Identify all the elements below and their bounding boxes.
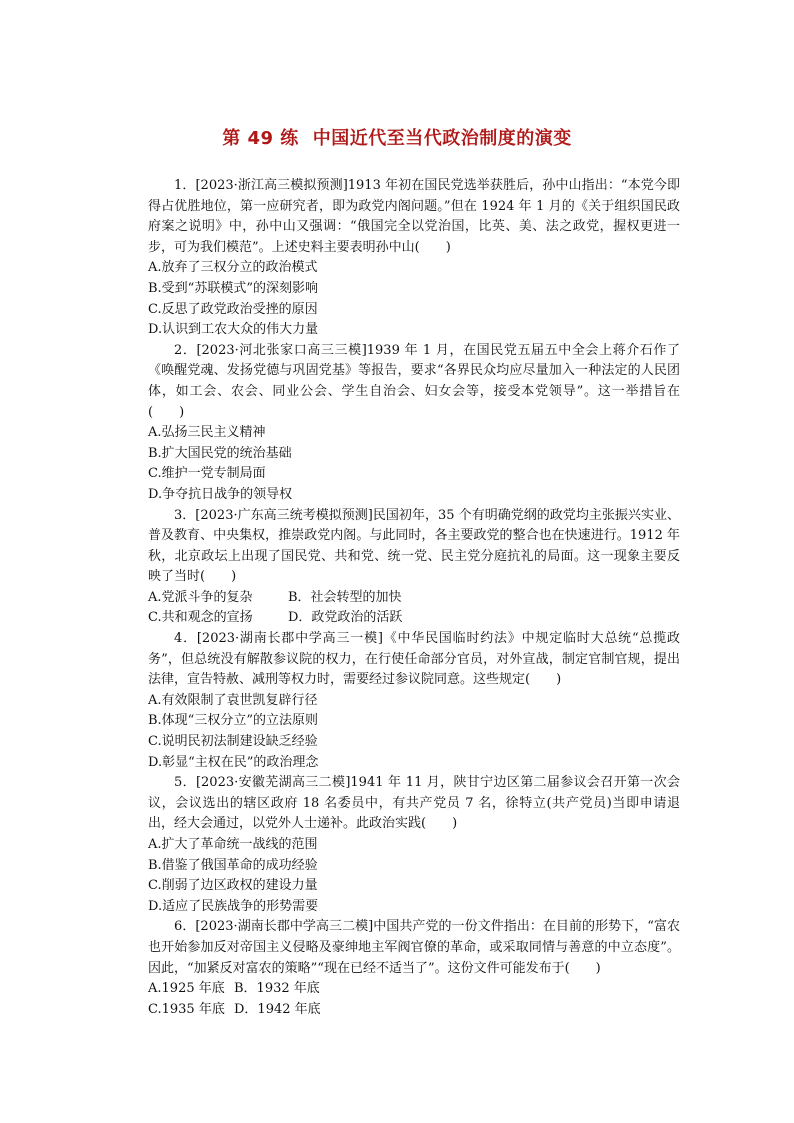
option-d[interactable]: D．1942 年底 — [234, 1001, 321, 1017]
question-stem: 6．[2023·湖南长郡中学高三二模]中国共产党的一份文件指出：在目前的形势下，“富农也开始参加反对帝国主义侵略及豪绅地主军阀官僚的革命，或采取同情与善意的中立态度”。因此，“加紧反对富农的策略”“现在已经不适当了”。这份文件可能发布于( ) — [148, 919, 680, 976]
option-a[interactable]: A.有效限制了袁世凯复辟行径 — [148, 692, 318, 708]
option-c[interactable]: C.共和观念的宣扬 — [148, 610, 253, 626]
option-row — [148, 979, 680, 1000]
option-row — [148, 1000, 680, 1021]
option-list — [148, 979, 680, 1020]
option-c[interactable]: C.说明民初法制建设缺乏经验 — [148, 734, 318, 750]
option-d[interactable]: D.认识到工农大众的伟大力量 — [148, 322, 319, 338]
option-c[interactable]: C.维护一党专制局面 — [148, 466, 266, 482]
option-list — [148, 691, 680, 773]
option-d[interactable]: D.争夺抗日战争的领导权 — [148, 486, 293, 502]
option-b[interactable]: B.扩大国民党的统治基础 — [148, 445, 292, 461]
exercise-number: 第 49 练 — [222, 128, 299, 149]
option-c[interactable]: C.1935 年底 — [148, 1001, 225, 1017]
option-a[interactable]: A.扩大了革命统一战线的范围 — [148, 837, 318, 852]
option-d[interactable]: D.彰显“主权在民”的政治理念 — [148, 754, 319, 770]
question-3 — [148, 506, 680, 630]
option-a[interactable]: A.弘扬三民主义精神 — [148, 425, 266, 441]
option-list — [148, 835, 680, 917]
option-a[interactable]: A.党派斗争的复杂 — [148, 589, 253, 605]
question-5 — [148, 773, 680, 917]
option-b[interactable]: B.借鉴了俄国革命的成功经验 — [148, 857, 318, 873]
question-list — [148, 176, 680, 1020]
question-6 — [148, 917, 680, 1020]
question-stem: 5．[2023·安徽芜湖高三二模]1941 年 11 月，陕甘宁边区第二届参议会召开第一次会议，会议选出的辖区政府 18 名委员中，有共产党员 7 名，徐特立(共产党员)当即申请退出，经大会通过，以党外人士递补。此政治实践( ) — [148, 775, 680, 832]
option-b[interactable]: B.受到“苏联模式”的深刻影响 — [148, 280, 318, 296]
option-a[interactable]: A.1925 年底 — [148, 981, 225, 997]
page-title — [0, 124, 794, 150]
question-stem: 1．[2023·浙江高三模拟预测]1913 年初在国民党选举获胜后，孙中山指出：“本党今即得占优胜地位，第一应研究者，即为政党内阁问题。”但在 1924 年 1 月的《关于组织国民政府案之说明》中，孙中山又强调：“俄国完全以党治国，比英、美、法之政党，握权更进一步，可为我们模范”。上述史料主要表明孙中山( ) — [148, 178, 680, 255]
question-stem: 2．[2023·河北张家口高三三模]1939 年 1 月，在国民党五届五中全会上蒋介石作了《唤醒党魂、发扬党德与巩固党基》等报告，要求“各界民众均应尽量加入一种法定的人民团体，如工会、农会、同业公会、学生自治会、妇女会等，接受本党领导”。这一举措旨在( ) — [148, 342, 680, 420]
question-stem: 3．[2023·广东高三统考模拟预测]民国初年，35 个有明确党纲的政党均主张振兴实业、普及教育、中央集权，推崇政党内阁。与此同时，各主要政党的整合也在快速进行。1912 年秋，北京政坛上出现了国民党、共和党、统一党、民主党分庭抗礼的局面。这一现象主要反映了当时( ) — [148, 507, 680, 585]
option-c[interactable]: C.反思了政党政治受挫的原因 — [148, 301, 318, 317]
question-stem: 4．[2023·湖南长郡中学高三一模]《中华民国临时约法》中规定临时大总统“总揽政务”，但总统没有解散参议院的权力，在行使任命部分官员，对外宣战，制定官制官规，提出法律，宣告特赦、减刑等权力时，需要经过参议院同意。这些规定( ) — [148, 631, 680, 688]
question-4 — [148, 629, 680, 773]
option-d[interactable]: D.适应了民族战争的形势需要 — [148, 898, 319, 914]
option-list — [148, 423, 680, 505]
option-a[interactable]: A.放弃了三权分立的政治模式 — [148, 260, 318, 276]
option-list — [148, 588, 680, 629]
option-c[interactable]: C.削弱了边区政权的建设力量 — [148, 878, 318, 894]
option-d[interactable]: D．政党政治的活跃 — [288, 610, 403, 626]
option-row — [148, 588, 680, 609]
option-row — [148, 608, 680, 629]
option-b[interactable]: B.体现“三权分立”的立法原则 — [148, 713, 318, 729]
option-b[interactable]: B．1932 年底 — [234, 981, 320, 997]
exercise-topic: 中国近代至当代政治制度的演变 — [312, 128, 572, 149]
option-b[interactable]: B．社会转型的加快 — [288, 589, 402, 605]
option-list — [148, 258, 680, 340]
question-2 — [148, 341, 680, 506]
question-1 — [148, 176, 680, 341]
